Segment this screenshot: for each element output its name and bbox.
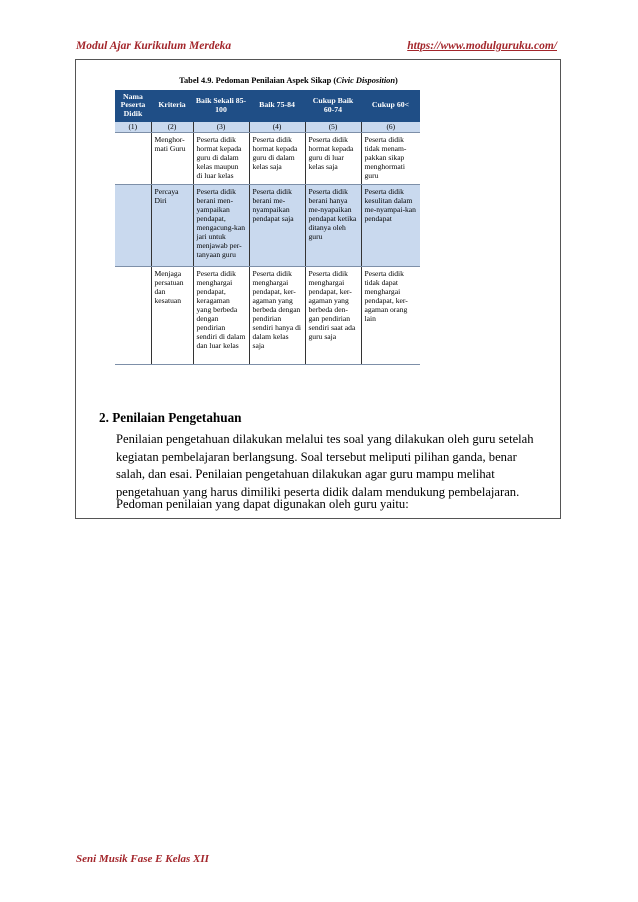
table-cell: Peserta didik hormat kepada guru di dalam kelas saja xyxy=(249,133,305,185)
table-cell: Peserta didik hormat kepada guru di dalam kelas maupun di luar kelas xyxy=(193,133,249,185)
table-row xyxy=(115,133,420,185)
section-title: 2. Penilaian Pengetahuan xyxy=(99,410,242,425)
footer-text: Seni Musik Fase E Kelas XII xyxy=(76,853,209,865)
table-cell: Percaya Diri xyxy=(151,185,193,267)
table-cell: Peserta didik menghargai pendapat, keragaman yang berbeda dengan pendirian sendiri di dalam dan luar kelas xyxy=(193,267,249,365)
column-number: (6) xyxy=(361,122,420,133)
assessment-table-figure xyxy=(115,76,420,365)
table-row xyxy=(115,267,420,365)
header-cell: Baik 75-84 xyxy=(249,90,305,122)
header-cell: Cukup 60< xyxy=(361,90,420,122)
table-cell: Peserta didik tidak dapat menghargai pendapat, ker-agaman orang lain xyxy=(361,267,420,365)
table-cell xyxy=(115,133,151,185)
table-cell: Menghor-mati Guru xyxy=(151,133,193,185)
table-cell: Peserta didik kesulitan dalam me-nyampai-kan pendapat xyxy=(361,185,420,267)
header-cell: Nama Peserta Didik xyxy=(115,90,151,122)
table-cell xyxy=(115,185,151,267)
header-link[interactable]: https://www.modulguruku.com/ xyxy=(407,40,557,52)
table-cell: Peserta didik tidak menam-pakkan sikap menghormati guru xyxy=(361,133,420,185)
table-cell: Peserta didik menghargai pendapat, ker-agaman yang berbeda den-gan pendirian sendiri saat ada guru saja xyxy=(305,267,361,365)
column-number: (2) xyxy=(151,122,193,133)
header-cell: Baik Sekali 85-100 xyxy=(193,90,249,122)
header-title: Modul Ajar Kurikulum Merdeka xyxy=(76,40,232,52)
table-cell: Menjaga persatuan dan kesatuan xyxy=(151,267,193,365)
table-cell: Peserta didik berani hanya me-nyapaikan pendapat ketika ditanya oleh guru xyxy=(305,185,361,267)
table-cell: Peserta didik berani me-nyampaikan pendapat saja xyxy=(249,185,305,267)
header-cell: Cukup Baik 60-74 xyxy=(305,90,361,122)
section-paragraph: Penilaian pengetahuan dilakukan melalui tes soal yang dilakukan oleh guru setelah kegiatan pembelajaran berlangsung. Soal tersebut meliputi pilihan ganda, benar salah, dan esai. Penilaian pengetahuan dilakukan agar guru mampu melihat pengetahuan yang harus dimiliki peserta didik dalam mendukung pembelajaran. xyxy=(116,432,534,499)
column-number: (5) xyxy=(305,122,361,133)
table-cell xyxy=(115,267,151,365)
section-paragraph-2: Pedoman penilaian yang dapat digunakan oleh guru yaitu: xyxy=(116,497,409,511)
table-cell: Peserta didik menghargai pendapat, ker-agaman yang berbeda dengan pendirian sendiri hanya di dalam kelas saja xyxy=(249,267,305,365)
table-row xyxy=(115,185,420,267)
table-cell: Peserta didik hormat kepada guru di luar kelas saja xyxy=(305,133,361,185)
assessment-table xyxy=(115,90,420,365)
table-cell: Peserta didik berani men-yampaikan pendapat, mengacung-kan jari untuk menjawab per-tanyaan guru xyxy=(193,185,249,267)
column-number: (1) xyxy=(115,122,151,133)
column-number: (4) xyxy=(249,122,305,133)
column-number-row xyxy=(115,122,420,133)
table-title: Tabel 4.9. Pedoman Penilaian Aspek Sikap (Civic Disposition) xyxy=(179,76,398,85)
table-header-row xyxy=(115,90,420,122)
header-cell: Kriteria xyxy=(151,90,193,122)
column-number: (3) xyxy=(193,122,249,133)
